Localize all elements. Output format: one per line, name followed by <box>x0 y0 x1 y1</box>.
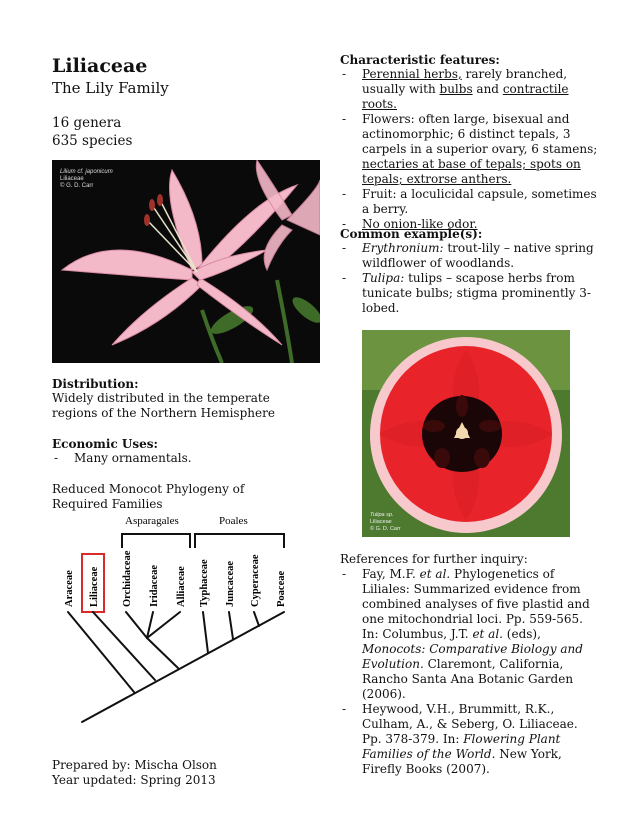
group-label-asparagales: Asparagales <box>125 515 179 527</box>
photo2-caption-3: © G. D. Carr <box>370 526 401 532</box>
taxon-iridaceae: Iridaceae <box>149 565 160 607</box>
photo1-caption-2: Liliaceae <box>60 176 84 182</box>
distribution-text: Widely distributed in the temperate regions of the Northern Hemisphere <box>52 391 275 420</box>
characteristics-heading: Characteristic features: <box>340 53 500 67</box>
prepared-by: Prepared by: Mischa Olson <box>52 758 217 772</box>
year-updated: Year updated: Spring 2013 <box>52 773 216 787</box>
economic-section <box>52 437 312 466</box>
footer <box>52 758 217 788</box>
taxon-araceae: Araceae <box>64 570 75 607</box>
examples-heading: Common example(s): <box>340 227 483 241</box>
distribution-section <box>52 377 312 421</box>
taxon-cyperaceae: Cyperaceae <box>250 554 261 607</box>
genera-count: 16 genera <box>52 115 122 131</box>
family-title: Liliaceae <box>52 55 148 77</box>
lily-photo <box>52 160 320 363</box>
photo1-caption-1: Lilium cf. japonicum <box>60 169 113 175</box>
distribution-heading: Distribution: <box>52 377 139 391</box>
char-item-1: - Perennial herbs, rarely branched, usually with bulbs and contractile roots. <box>342 67 569 111</box>
char-item-3: - Fruit: a loculicidal capsule, sometimes a berry. <box>342 187 597 216</box>
example-item-2: - Tulipa: tulips – scapose herbs from tunicate bulbs; stigma prominently 3-lobed. <box>342 271 591 315</box>
char-item-4: - No onion-like odor. <box>342 217 478 231</box>
photo2-caption-2: Liliaceae <box>370 519 392 525</box>
characteristics-section <box>340 53 598 232</box>
example-item-1: - Erythronium: trout-lily – native spring wildflower of woodlands. <box>342 241 594 270</box>
char-item-2: - Flowers: often large, bisexual and actinomorphic; 6 distinct tepals, 3 carpels in a superior ovary, 6 stamens; nectaries at base of tepals; spots on tepals; extrorse anthers. <box>342 112 598 186</box>
taxon-liliaceae: Liliaceae <box>89 566 100 607</box>
species-count: 635 species <box>52 133 133 149</box>
taxon-juncaceae: Juncaceae <box>225 560 236 607</box>
examples-section <box>340 227 598 316</box>
phylogeny-tree <box>52 510 302 725</box>
photo2-caption-1: Tulipa sp. <box>370 512 394 518</box>
taxon-alliaceae: Alliaceae <box>176 566 187 607</box>
references-section <box>340 552 598 777</box>
tulip-photo <box>362 330 570 537</box>
phylogeny-caption: Reduced Monocot Phylogeny of Required Families <box>52 482 245 511</box>
photo1-caption-3: © G. D. Carr <box>60 183 94 189</box>
taxon-poaceae: Poaceae <box>276 570 287 607</box>
family-common-name: The Lily Family <box>52 79 169 97</box>
taxon-orchidaceae: Orchidaceae <box>122 550 133 607</box>
references-heading: References for further inquiry: <box>340 552 528 566</box>
economic-item: - Many ornamentals. <box>54 451 192 465</box>
taxon-typhaceae: Typhaceae <box>199 559 210 607</box>
economic-heading: Economic Uses: <box>52 437 158 451</box>
reference-item-1: - Fay, M.F. et al. Phylogenetics of Liliales: Summarized evidence from combined analyses of five plastid and one mitochondrial loci. Pp. 559-565. In: Columbus, J.T. et al. (eds), Monocots: Comparative Biology and Evolution. Claremont, California, Rancho Santa Ana Botanic Garden (2006). <box>342 567 590 701</box>
group-label-poales: Poales <box>219 515 248 527</box>
reference-item-2: - Heywood, V.H., Brummitt, R.K., Culham, A., & Seberg, O. Liliaceae. Pp. 378-379. In: Flowering Plant Families of the World. New York, Firefly Books (2007). <box>342 702 578 776</box>
